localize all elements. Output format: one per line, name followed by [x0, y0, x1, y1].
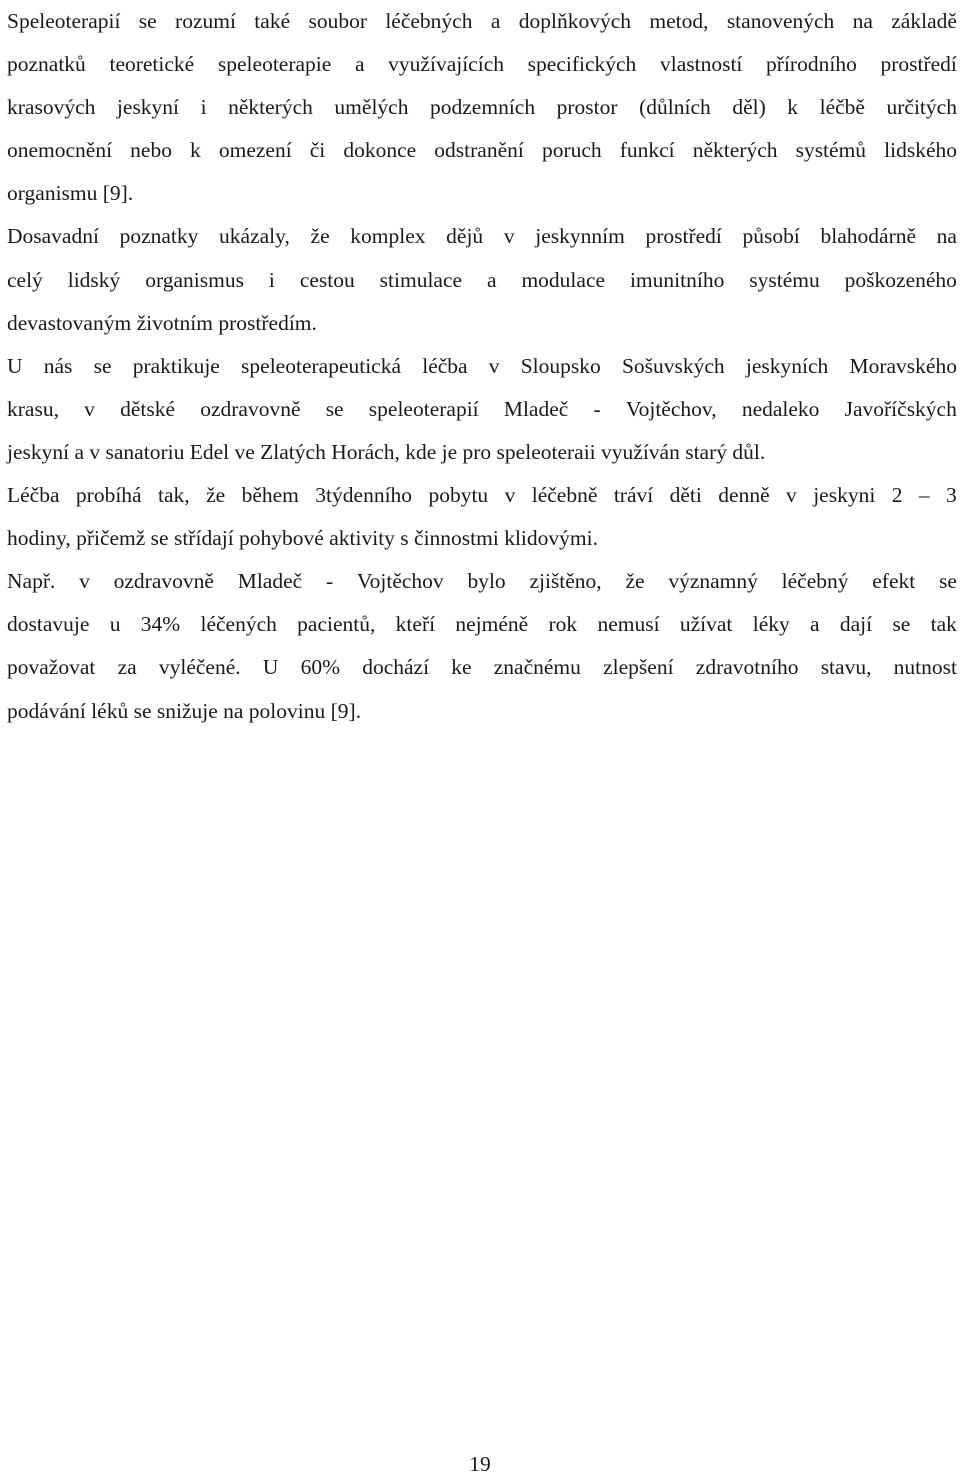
document-body	[7, 0, 957, 733]
text-line: Léčba probíhá tak, že během 3týdenního pobytu v léčebně tráví děti denně v jeskyni 2 – 3	[7, 483, 957, 508]
text-line: krasu, v dětské ozdravovně se speleoterapií Mladeč - Vojtěchov, nedaleko Javoříčských	[7, 396, 957, 421]
text-line: Např. v ozdravovně Mladeč - Vojtěchov bylo zjištěno, že významný léčebný efekt se	[7, 569, 957, 594]
paragraph	[7, 560, 957, 732]
text-line: onemocnění nebo k omezení či dokonce odstranění poruch funkcí některých systémů lidského	[7, 138, 957, 163]
text-line: považovat za vyléčené. U 60% dochází ke značnému zlepšení zdravotního stavu, nutnost	[7, 655, 957, 680]
text-line: podávání léků se snižuje na polovinu [9].	[7, 698, 362, 723]
text-line: hodiny, přičemž se střídají pohybové aktivity s činnostmi klidovými.	[7, 526, 598, 551]
text-line: krasových jeskyní i některých umělých podzemních prostor (důlních děl) k léčbě určitých	[7, 95, 957, 120]
text-line: celý lidský organismus i cestou stimulace a modulace imunitního systému poškozeného	[7, 267, 957, 292]
paragraph	[7, 215, 957, 344]
paragraph	[7, 474, 957, 560]
text-line: Dosavadní poznatky ukázaly, že komplex dějů v jeskynním prostředí působí blahodárně na	[7, 224, 957, 249]
text-line: jeskyní a v sanatoriu Edel ve Zlatých Horách, kde je pro speleoteraii využíván starý důl.	[7, 439, 766, 464]
text-line: dostavuje u 34% léčených pacientů, kteří nejméně rok nemusí užívat léky a dají se tak	[7, 612, 957, 637]
text-line: devastovaným životním prostředím.	[7, 310, 317, 335]
page-number: 19	[469, 1452, 491, 1476]
text-line: organismu [9].	[7, 181, 134, 206]
text-line: poznatků teoretické speleoterapie a využívajících specifických vlastností přírodního prostředí	[7, 52, 957, 77]
paragraph	[7, 0, 957, 215]
text-line: U nás se praktikuje speleoterapeutická léčba v Sloupsko Sošuvských jeskyních Moravského	[7, 353, 957, 378]
text-line: Speleoterapií se rozumí také soubor léčebných a doplňkových metod, stanovených na základě	[7, 9, 957, 33]
paragraph	[7, 345, 957, 474]
